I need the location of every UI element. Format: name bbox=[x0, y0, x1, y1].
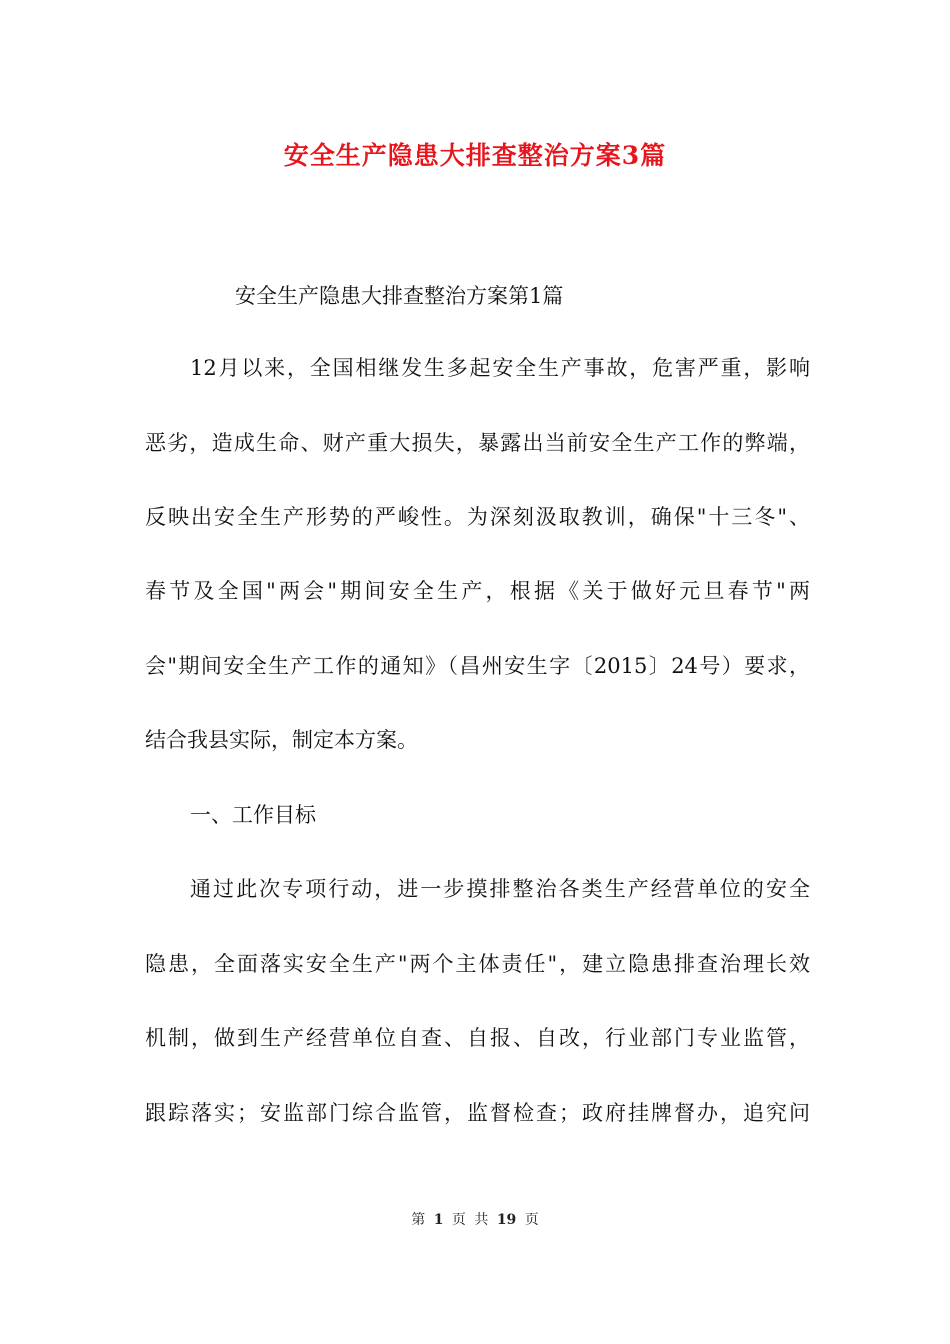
paragraph-line: 12月以来，全国相继发生多起安全生产事故，危害严重，影响 bbox=[190, 356, 810, 380]
footer-page-number: 1 bbox=[433, 1212, 444, 1228]
footer-total-pages: 19 bbox=[496, 1212, 517, 1228]
paragraph-line: 跟踪落实；安监部门综合监管，监督检查；政府挂牌督办，追究问 bbox=[145, 1101, 810, 1125]
paragraph-line: 隐患，全面落实安全生产"两个主体责任"，建立隐患排查治理长效 bbox=[145, 952, 810, 976]
paragraph-line: 春节及全国"两会"期间安全生产，根据《关于做好元旦春节"两 bbox=[145, 579, 810, 603]
paragraph-line: 会"期间安全生产工作的通知》（昌州安生字〔2015〕24号）要求， bbox=[145, 654, 810, 678]
paragraph-line: 结合我县实际，制定本方案。 bbox=[145, 728, 418, 752]
paragraph-line: 反映出安全生产形势的严峻性。为深刻汲取教训，确保"十三冬"、 bbox=[145, 505, 810, 529]
footer-prefix: 第 bbox=[411, 1212, 426, 1228]
paragraph-line: 通过此次专项行动，进一步摸排整治各类生产经营单位的安全 bbox=[190, 877, 810, 901]
footer-middle: 页 共 bbox=[451, 1212, 489, 1228]
document-title: 安全生产隐患大排查整治方案3篇 bbox=[283, 141, 667, 170]
section-heading: 一、工作目标 bbox=[190, 803, 316, 827]
paragraph-line: 机制，做到生产经营单位自查、自报、自改，行业部门专业监管， bbox=[145, 1026, 810, 1050]
page-footer bbox=[0, 1209, 950, 1229]
footer-suffix: 页 bbox=[524, 1212, 539, 1228]
paragraph-line: 恶劣，造成生命、财产重大损失，暴露出当前安全生产工作的弊端， bbox=[145, 431, 810, 455]
subtitle: 安全生产隐患大排查整治方案第1篇 bbox=[235, 284, 564, 308]
